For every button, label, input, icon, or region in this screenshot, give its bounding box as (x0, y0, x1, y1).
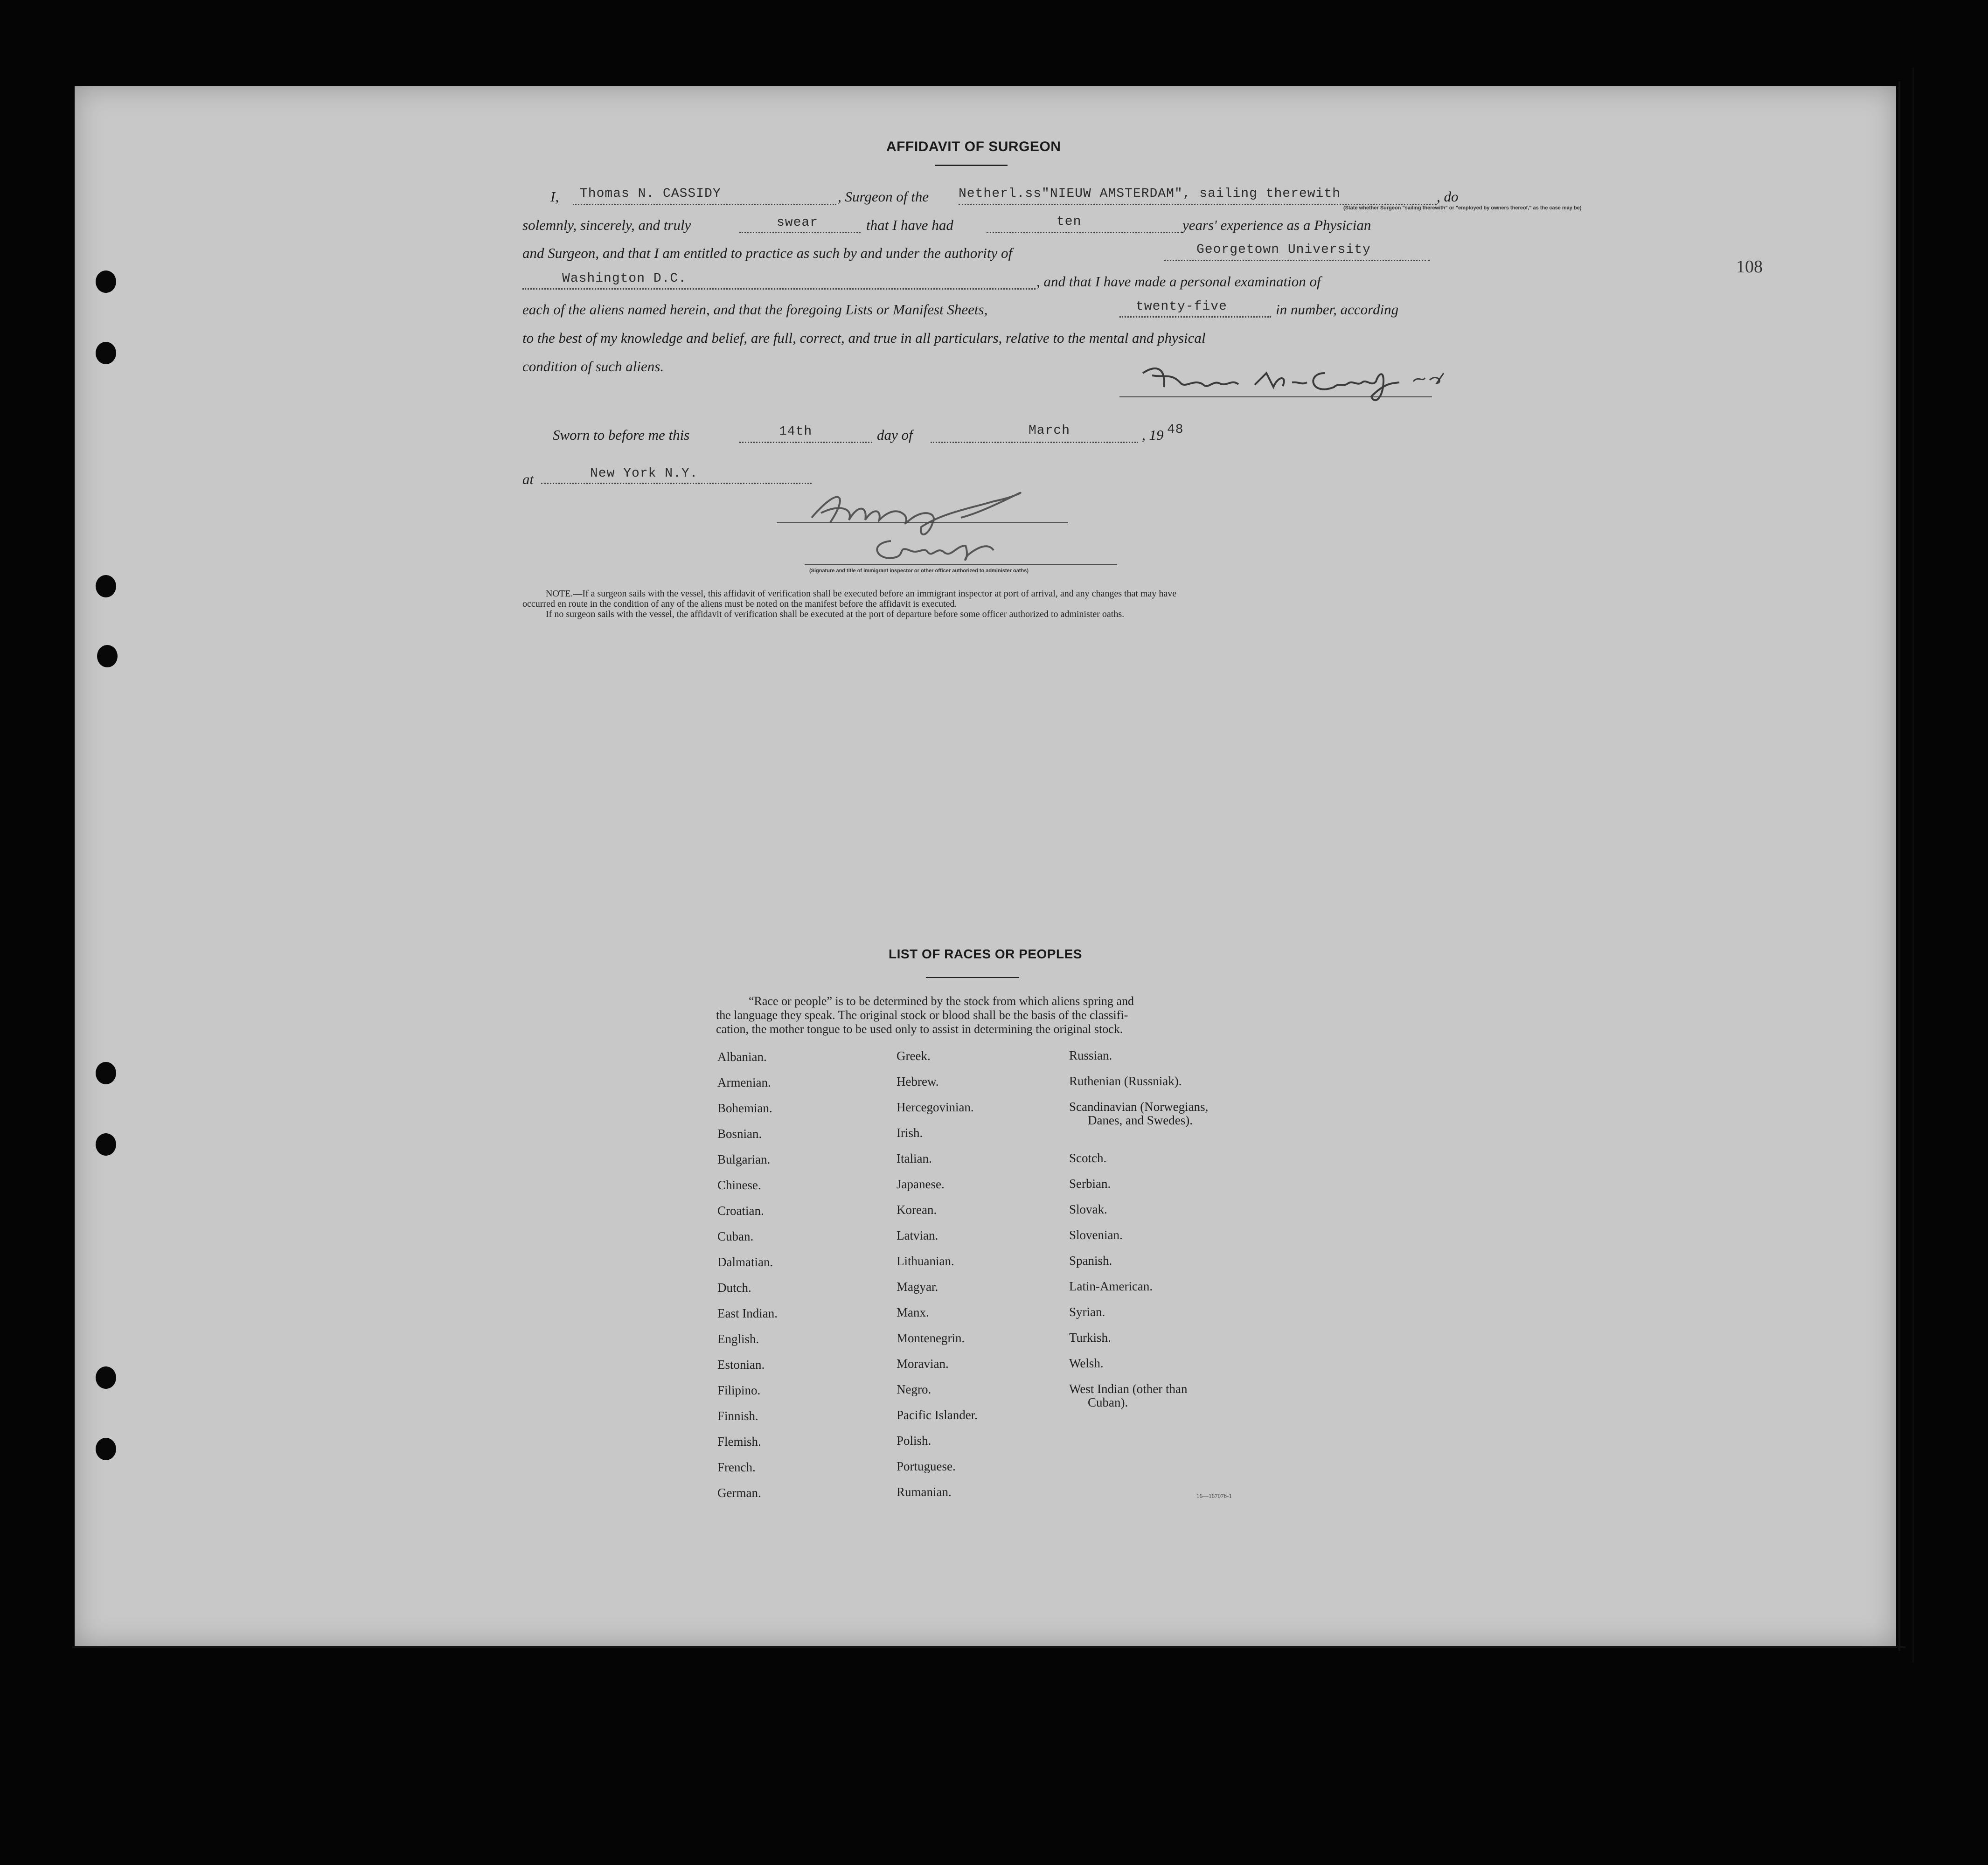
race-item: Hebrew. (897, 1075, 939, 1088)
race-item: Albanian. (717, 1050, 767, 1064)
note-line-2: occurred en route in the condition of any of the aliens must be noted on the manifest before the affidavit is executed. (522, 599, 957, 609)
text-each-of-aliens: each of the aliens named herein, and that the foregoing Lists or Manifest Sheets, (522, 301, 988, 318)
text-years-experience: years' experience as a Physician (1182, 217, 1371, 233)
race-item: Japanese. (897, 1177, 945, 1191)
race-item: Russian. (1069, 1048, 1112, 1062)
races-intro (716, 994, 1243, 1036)
officer-caption: (Signature and title of immigrant inspector or other officer authorized to administer oaths) (809, 568, 1029, 574)
race-item: Flemish. (717, 1435, 761, 1449)
race-item: Rumanian. (897, 1485, 952, 1499)
race-item: Moravian. (897, 1357, 949, 1371)
text-i-have-had: that I have had (866, 217, 953, 233)
text-sworn: Sworn to before me this (553, 427, 690, 443)
race-item: East Indian. (717, 1306, 778, 1320)
race-item: Croatian. (717, 1204, 764, 1218)
text-year-prefix: , 19 (1142, 427, 1164, 443)
race-item: Dalmatian. (717, 1255, 773, 1269)
race-item: Welsh. (1069, 1356, 1104, 1370)
sworn-place-field: New York N.Y. (590, 466, 698, 481)
vessel-field: Netherl.ss"NIEUW AMSTERDAM", sailing therewith (959, 187, 1341, 201)
sheet-count-field: twenty-five (1136, 299, 1227, 314)
text-surgeon-of: , Surgeon of the (838, 188, 929, 205)
races-intro-line: cation, the mother tongue to be used only to assist in determining the original stock. (716, 1022, 1123, 1036)
race-item: Korean. (897, 1203, 937, 1217)
authority-field: Georgetown University (1196, 243, 1371, 257)
text-i: I, (550, 188, 559, 205)
surgeon-name-field: Thomas N. CASSIDY (580, 187, 721, 201)
text-do: , do (1437, 188, 1459, 205)
race-item: Slovak. (1069, 1202, 1107, 1216)
race-item: Scandinavian (Norwegians, (1069, 1100, 1209, 1114)
race-item: Greek. (897, 1049, 931, 1063)
race-item: Pacific Islander. (897, 1408, 978, 1422)
race-item: West Indian (other than (1069, 1382, 1188, 1396)
oath-type-field: swear (777, 215, 819, 230)
race-item: English. (717, 1332, 759, 1346)
race-item: Latvian. (897, 1228, 938, 1242)
race-item: Montenegrin. (897, 1331, 965, 1345)
races-title: LIST OF RACES OR PEOPLES (889, 947, 1082, 961)
text-best-knowledge: to the best of my knowledge and belief, are full, correct, and true in all particulars, relative to the mental and physical (522, 330, 1206, 346)
race-item: Scotch. (1069, 1151, 1107, 1165)
affidavit-title: AFFIDAVIT OF SURGEON (886, 139, 1061, 154)
race-item: Filipino. (717, 1383, 761, 1397)
text-personal-examination: , and that I have made a personal examination of (1036, 273, 1321, 290)
race-item: Turkish. (1069, 1331, 1111, 1345)
race-item: Ruthenian (Russniak). (1069, 1074, 1182, 1088)
race-item: Bohemian. (717, 1101, 772, 1115)
text-in-number: in number, according (1276, 301, 1399, 318)
race-item: Slovenian. (1069, 1228, 1123, 1242)
race-item: Negro. (897, 1382, 931, 1396)
race-item: Hercegovinian. (897, 1100, 974, 1114)
race-item: Dutch. (717, 1281, 751, 1295)
race-item: Italian. (897, 1151, 932, 1165)
race-item: Armenian. (717, 1075, 771, 1089)
race-item: Syrian. (1069, 1305, 1105, 1319)
races-title-underline (926, 977, 1019, 978)
race-item: Lithuanian. (897, 1254, 954, 1268)
note-line-1: NOTE.—If a surgeon sails with the vessel, this affidavit of verification shall be executed before an immigrant inspector at port of arrival, and any changes that may have (546, 589, 1177, 599)
race-item: Irish. (897, 1126, 923, 1140)
text-and-surgeon: and Surgeon, and that I am entitled to practice as such by and under the authority of (522, 245, 1013, 261)
sworn-year-field: 48 (1167, 423, 1184, 437)
race-item: Latin-American. (1069, 1279, 1153, 1293)
race-item: French. (717, 1460, 756, 1474)
race-item: Spanish. (1069, 1254, 1112, 1268)
races-intro-line: “Race or people” is to be determined by the stock from which aliens spring and (749, 994, 1134, 1008)
race-item: Chinese. (717, 1178, 761, 1192)
text-solemnly: solemnly, sincerely, and truly (522, 217, 691, 233)
race-item: Danes, and Swedes). (1088, 1113, 1193, 1127)
vessel-field-caption: (State whether Surgeon "sailing therewith" or "employed by owners thereof," as the case may be) (1343, 205, 1582, 211)
note-line-3: If no surgeon sails with the vessel, the affidavit of verification shall be executed at the port of departure before some officer authorized to administer oaths. (546, 609, 1125, 619)
authority-place-field: Washington D.C. (562, 271, 687, 286)
race-item: Cuban. (717, 1229, 754, 1243)
text-at: at (522, 471, 534, 487)
form-code: 16—16707b-1 (1196, 1492, 1232, 1499)
text-condition: condition of such aliens. (522, 358, 664, 374)
race-item: Serbian. (1069, 1177, 1111, 1191)
years-field: ten (1057, 215, 1082, 229)
race-item: Magyar. (897, 1280, 938, 1294)
sworn-month-field: March (1029, 423, 1070, 438)
race-item: Finnish. (717, 1409, 758, 1423)
race-item: Portuguese. (897, 1459, 956, 1473)
sworn-day-field: 14th (779, 424, 813, 439)
race-item: Bulgarian. (717, 1152, 771, 1166)
race-item: Bosnian. (717, 1127, 762, 1141)
page-number: 108 (1736, 257, 1763, 277)
race-item: Manx. (897, 1305, 929, 1319)
text-day-of: day of (877, 427, 913, 443)
races-intro-line: the language they speak. The original stock or blood shall be the basis of the classifi- (716, 1008, 1128, 1022)
race-item: Polish. (897, 1434, 931, 1448)
race-item: Estonian. (717, 1358, 765, 1372)
race-item: German. (717, 1486, 761, 1500)
race-item: Cuban). (1088, 1395, 1128, 1409)
